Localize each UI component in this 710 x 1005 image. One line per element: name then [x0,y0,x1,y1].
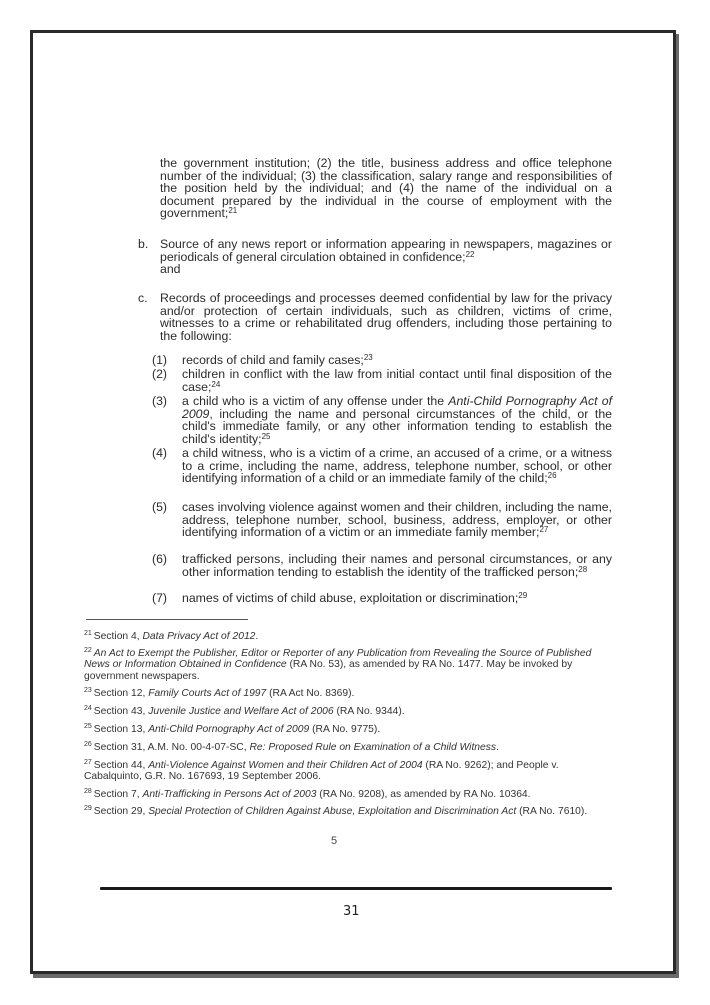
footnote-text: Section 13, [93,724,149,735]
footnote-text: (RA No. 9344). [333,706,405,717]
footnote-ref[interactable]: 28 [578,564,588,574]
list-text [182,501,612,539]
section-b-text [160,238,612,276]
section-c-text [160,292,612,342]
footnote-29 [84,806,604,817]
item-text: cases involving violence against women and their children, including the name, address, telephone number, school, business, address, employer, or other identifying information of a victim or an immediate family member; [182,500,612,540]
footnote-italic: Data Privacy Act of 2012 [142,631,256,642]
footnote-italic: An Act to Exempt the Publisher, Editor or Reporter of any Publication from Revealing the Source of Published News or Information Obtained in Confidence [84,648,592,671]
footnote-number: 29 [84,805,92,812]
list-text [182,395,612,445]
list-text [182,553,612,578]
footnote-number: 22 [84,647,92,654]
section-text: Source of any news report or information appearing in newspapers, magazines or periodicals of general circulation obtained in confidence; [160,237,612,264]
item-text: names of victims of child abuse, exploitation or discrimination; [182,591,519,605]
footnote-text: Section 31, A.M. No. 00-4-07-SC, [93,742,250,753]
footnote-ref[interactable]: 25 [261,431,271,441]
footnote-ref[interactable]: 23 [363,353,373,362]
footnote-ref[interactable]: 21 [228,206,238,216]
footnote-text: (RA No. 9208), as amended by RA No. 10364. [316,789,531,800]
footnote-text: Section 7, [93,789,143,800]
footnote-italic: Special Protection of Children Against Abuse, Exploitation and Discrimination Act [148,806,517,817]
item-text: a child who is a victim of any offense under the [182,394,449,408]
footnote-text: (RA Act No. 8369). [266,688,355,699]
footnote-ref[interactable]: 24 [211,379,221,389]
footnote-number: 23 [84,687,92,694]
footnote-21 [84,631,604,642]
footnote-number: 27 [84,759,92,766]
footnote-number: 28 [84,788,92,795]
list-marker: (3) [152,394,168,408]
act-title: Anti-Child Pornography Act of 2009 [182,394,612,421]
footer-rule [100,887,612,890]
scanned-page-number: 5 [331,835,338,847]
footnote-italic: Anti-Trafficking in Persons Act of 2003 [142,789,317,800]
list-marker: (4) [152,446,168,460]
footnote-italic: Re: Proposed Rule on Examination of a Child Witness [249,742,497,753]
section-text: Records of proceedings and processes deemed confidential by law for the privacy and/or protection of certain individuals, such as children, victims of crime, witnesses to a crime or rehabilitated drug offenders, including those pertaining to the following: [160,291,612,343]
footnote-italic: Anti-Child Pornography Act of 2009 [148,724,310,735]
list-marker: (1) [152,353,168,367]
list-marker: (6) [152,552,168,566]
footnote-24 [84,706,604,717]
footnote-text: Section 43, [93,706,149,717]
footnote-number: 26 [84,741,92,748]
footnote-italic: Anti-Violence Against Women and their Children Act of 2004 [148,760,423,771]
item-text: , including the name and personal circumstances of the child, or the child's immediate family, or any other information tending to establish the child's identity; [182,406,612,446]
continuation-paragraph [160,157,612,220]
section-marker: b. [138,237,149,251]
footnote-text: (RA No. 9262); and People v. Cabalquinto, G.R. No. 167693, 19 September 2006. [84,760,559,783]
list-marker: (7) [152,591,168,605]
footnote-text: Section 29, [93,806,149,817]
list-text [182,368,612,393]
footnote-text: Section 12, [93,688,149,699]
section-marker: c. [138,291,148,305]
list-marker: (2) [152,367,168,381]
continuation-text: the government institution; (2) the title, business address and office telephone number of the individual; (3) the classification, salary range and responsibilities of the position held by the individual; and (4) the name of the individual on a document prepared by the individual in the course of employment with the government; [160,156,612,221]
footnote-number: 24 [84,705,92,712]
item-text: records of child and family cases; [182,353,364,367]
footnote-23 [84,688,604,699]
page-number: 31 [343,904,360,919]
footnote-text: Section 44, [93,760,149,771]
footnote-text: . [496,742,499,753]
footnote-text: (RA No. 7610). [516,806,588,817]
footnote-ref[interactable]: 29 [518,591,528,600]
footnote-text: (RA No. 9775). [309,724,381,735]
item-text: trafficked persons, including their names and personal circumstances, or any other information tending to establish the identity of the trafficked person; [182,552,612,579]
item-text: children in conflict with the law from initial contact until final disposition of the case; [182,367,612,394]
footnote-25 [84,724,604,735]
footnote-26 [84,742,604,753]
footnote-number: 25 [84,723,92,730]
footnote-22 [84,648,604,682]
footnote-ref[interactable]: 26 [547,471,557,481]
list-text [182,592,612,605]
footnote-ref[interactable]: 27 [539,525,549,535]
footnote-text: Section 4, [93,631,143,642]
footnote-text: (RA No. 53), as amended by RA No. 1477. May be invoked by government newspapers. [84,659,573,682]
footnote-italic: Family Courts Act of 1997 [148,688,267,699]
list-marker: (5) [152,500,168,514]
footnote-ref[interactable]: 22 [465,249,475,259]
item-text: a child witness, who is a victim of a crime, an accused of a crime, or a witness to a crime, including the name, address, telephone number, school, or other identifying information of a child or an immediate family of the child; [182,446,612,486]
footnote-italic: Juvenile Justice and Welfare Act of 2006 [148,706,334,717]
footnote-text: . [255,631,259,642]
footnote-28 [84,789,604,800]
list-text [182,354,612,367]
footnote-number: 21 [84,630,92,637]
section-tail: and [160,262,181,277]
list-text [182,447,612,485]
footnote-27 [84,760,604,783]
footnote-separator [86,619,248,620]
